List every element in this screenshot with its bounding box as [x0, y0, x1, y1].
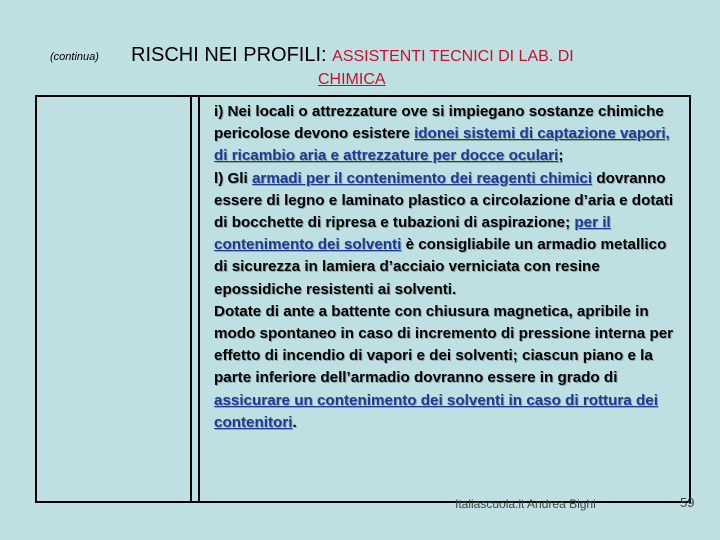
footer-source: Italiascuola.it Andrea Bighi [455, 497, 596, 511]
p2-text: l) Gli [214, 169, 252, 187]
paragraph-l [214, 168, 680, 301]
paragraph-ante [214, 301, 680, 434]
table-divider-left [190, 95, 192, 503]
p3-text: Dotate di ante a battente con chiusura magnetica, apribile in modo spontaneo in caso di incremento di pressione interna per effetto di incendio di vapori e dei solventi; ciascun piano e la parte inferiore dell’armadio dovranno essere in grado di [214, 302, 674, 387]
paragraph-i [214, 101, 680, 168]
title-red-line2: CHIMICA [318, 71, 386, 88]
slide-title [131, 44, 574, 67]
continua-label: (continua) [50, 51, 99, 63]
title-red-part: ASSISTENTI TECNICI DI LAB. DI [332, 48, 574, 65]
p3-highlight: assicurare un contenimento dei solventi in caso di rottura dei contenitori [214, 391, 658, 431]
table-divider-right [198, 95, 200, 503]
title-black-part: RISCHI NEI PROFILI: [131, 44, 327, 66]
p2-text-3: è consigliabile un armadio metallico di sicurezza in lamiera d’acciaio verniciata con resine epossidiche resistenti ai solventi. [214, 236, 667, 298]
p3-end: . [292, 413, 297, 431]
p1-end: ; [558, 147, 564, 165]
p1-highlight: idonei sistemi di captazione vapori, di ricambio aria e attrezzature per docce oculari [214, 125, 670, 165]
page-number: 59 [680, 495, 695, 510]
p1-text: i) Nei locali o attrezzature ove si impiegano sostanze chimiche pericolose devono esistere [214, 103, 664, 143]
p2-text-2: dovranno essere di legno e laminato plastico a circolazione d’aria e dotati di bocchette di ripresa e tubazioni di aspirazione; [214, 169, 674, 232]
p2-highlight-1: armadi per il contenimento dei reagenti chimici [251, 169, 593, 187]
p2-highlight-2: per il contenimento dei solventi [214, 214, 611, 254]
content-text [214, 101, 680, 434]
